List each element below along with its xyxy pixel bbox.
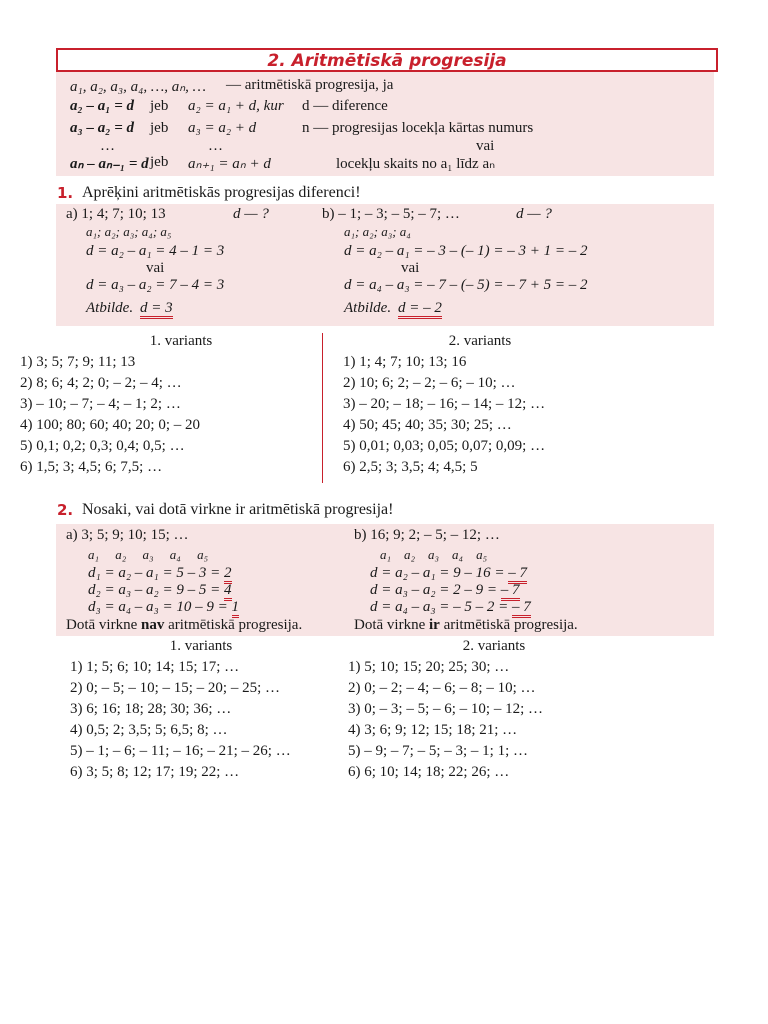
variant-divider [322, 333, 323, 483]
t2-example-b-calc-1: d = a₂ – a₁ = 9 – 16 = [370, 565, 505, 581]
definition-sequence: a₁, a₂, a₃, a₄, …, aₙ, … [70, 79, 207, 95]
task-1-v1-item-3: 3) – 10; – 7; – 4; – 1; 2; … [20, 396, 181, 412]
task-2-v1-item-6: 6) 3; 5; 8; 12; 17; 19; 22; … [70, 764, 240, 780]
definition-jeb-2: jeb [150, 120, 169, 136]
t2-example-a-sequence: a) 3; 5; 9; 10; 15; … [66, 527, 189, 543]
example-a-answer-label: Atbilde. [86, 300, 134, 316]
t2-example-a-calc-1: d₁ = a₂ – a₁ = 5 – 3 = [88, 565, 221, 581]
task-2-v2-item-5: 5) – 9; – 7; – 5; – 3; – 1; 1; … [348, 743, 528, 759]
t2-example-b-labels: a₁ a₂ a₃ a₄ a₅ [380, 547, 488, 562]
task-2-question: Nosaki, vai dotā virkne ir aritmētiskā progresija! [82, 501, 394, 518]
example-b-question: d — ? [516, 206, 552, 222]
definition-note-count: locekļu skaits no a₁ līdz aₙ [336, 156, 496, 172]
t2-example-b-conclusion-post: aritmētiskā progresija. [443, 617, 578, 633]
example-a-sequence: a) 1; 4; 7; 10; 13 [66, 206, 166, 222]
definition-jeb-1: jeb [150, 98, 169, 114]
task-1-variant-2-header: 2. variants [448, 333, 512, 349]
t2-example-a-result-2: 4 [224, 582, 232, 601]
t2-example-b-conclusion-key: ir [428, 617, 440, 633]
task-1-example-panel [56, 204, 714, 326]
task-1-variant-1-header: 1. variants [149, 333, 213, 349]
definition-recurrence-2: a₃ = a₂ + d [188, 120, 257, 136]
t2-example-a-result-1: 2 [224, 565, 232, 584]
task-2-v1-item-3: 3) 6; 16; 18; 28; 30; 36; … [70, 701, 232, 717]
definition-note-difference: d — diference [302, 98, 388, 114]
example-a-answer: d = 3 [140, 300, 173, 319]
example-a-labels: a₁; a₂; a₃; a₄; a₅ [86, 224, 172, 239]
t2-example-a-conclusion-post: aritmētiskā progresija. [168, 617, 303, 633]
task-2-v1-item-5: 5) – 1; – 6; – 11; – 16; – 21; – 26; … [70, 743, 291, 759]
page-title: 2. Aritmētiskā progresija [267, 51, 507, 71]
example-a-calc-1: d = a₂ – a₁ = 4 – 1 = 3 [86, 243, 225, 259]
example-b-answer: d = – 2 [398, 300, 442, 319]
definition-note-n: n — progresijas locekļa kārtas numurs [302, 120, 534, 136]
definition-panel [56, 72, 714, 176]
task-1-v2-item-4: 4) 50; 45; 40; 35; 30; 25; … [343, 417, 512, 433]
definition-dots-2: … [208, 138, 223, 154]
task-1-v1-item-4: 4) 100; 80; 60; 40; 20; 0; – 20 [20, 417, 200, 433]
task-2-variant-2-header: 2. variants [462, 638, 526, 654]
t2-example-b-result-1: – 7 [508, 565, 527, 584]
task-2-v2-item-2: 2) 0; – 2; – 4; – 6; – 8; – 10; … [348, 680, 536, 696]
task-1-v2-item-3: 3) – 20; – 18; – 16; – 14; – 12; … [343, 396, 546, 412]
t2-example-a-conclusion-pre: Dotā virkne [66, 617, 138, 633]
example-b-calc-2: d = a₄ – a₃ = – 7 – (– 5) = – 7 + 5 = – 2 [344, 277, 588, 293]
definition-formula-2: a₃ – a₂ = d [70, 120, 135, 136]
t2-example-b-calc-2: d = a₃ – a₂ = 2 – 9 = [370, 582, 498, 598]
t2-example-b-result-2: – 7 [501, 582, 520, 601]
task-2-v2-item-6: 6) 6; 10; 14; 18; 22; 26; … [348, 764, 510, 780]
task-2-variant-1-header: 1. variants [169, 638, 233, 654]
t2-example-b-sequence: b) 16; 9; 2; – 5; – 12; … [354, 527, 500, 543]
t2-example-b-calc-3: d = a₄ – a₃ = – 5 – 2 = [370, 599, 509, 615]
task-2-v2-item-3: 3) 0; – 3; – 5; – 6; – 10; – 12; … [348, 701, 543, 717]
definition-text: — aritmētiskā progresija, ja [226, 77, 394, 93]
definition-recurrence-n: aₙ₊₁ = aₙ + d [188, 156, 271, 172]
task-2-v1-item-1: 1) 1; 5; 6; 10; 14; 15; 17; … [70, 659, 240, 675]
t2-example-a-labels: a₁ a₂ a₃ a₄ a₅ [88, 547, 209, 562]
example-b-answer-label: Atbilde. [344, 300, 392, 316]
task-1-v2-item-6: 6) 2,5; 3; 3,5; 4; 4,5; 5 [343, 459, 478, 475]
task-1-v1-item-2: 2) 8; 6; 4; 2; 0; – 2; – 4; … [20, 375, 182, 391]
task-2-number: 2. [57, 501, 74, 519]
t2-example-a-conclusion-key: nav [140, 617, 165, 633]
t2-example-a-calc-2: d₂ = a₃ – a₂ = 9 – 5 = [88, 582, 221, 598]
task-1-v2-item-5: 5) 0,01; 0,03; 0,05; 0,07; 0,09; … [343, 438, 546, 454]
example-a-vai: vai [146, 260, 165, 276]
task-1-v1-item-6: 6) 1,5; 3; 4,5; 6; 7,5; … [20, 459, 163, 475]
t2-example-a-calc-3: d₃ = a₄ – a₃ = 10 – 9 = [88, 599, 228, 615]
task-2-example-panel [56, 524, 714, 636]
example-a-question: d — ? [233, 206, 269, 222]
definition-formula-1: a₂ – a₁ = d [70, 98, 135, 114]
task-1-question: Aprēķini aritmētiskās progresijas diferenci! [82, 184, 361, 201]
example-b-vai: vai [401, 260, 420, 276]
task-1-v2-item-1: 1) 1; 4; 7; 10; 13; 16 [343, 354, 467, 370]
example-a-calc-2: d = a₃ – a₂ = 7 – 4 = 3 [86, 277, 225, 293]
example-b-calc-1: d = a₂ – a₁ = – 3 – (– 1) = – 3 + 1 = – 2 [344, 243, 588, 259]
task-1-number: 1. [57, 184, 74, 202]
definition-dots-1: … [100, 138, 115, 154]
t2-example-b-conclusion-pre: Dotā virkne [354, 617, 426, 633]
task-2-v1-item-4: 4) 0,5; 2; 3,5; 5; 6,5; 8; … [70, 722, 228, 738]
t2-example-a-result-3: 1 [232, 599, 240, 618]
task-2-v1-item-2: 2) 0; – 5; – 10; – 15; – 20; – 25; … [70, 680, 280, 696]
example-b-labels: a₁; a₂; a₃; a₄ [344, 224, 411, 239]
task-1-v1-item-1: 1) 3; 5; 7; 9; 11; 13 [20, 354, 136, 370]
title-frame [56, 48, 718, 72]
definition-recurrence-1: a₂ = a₁ + d, kur [188, 98, 284, 114]
definition-vai: vai [476, 138, 495, 154]
definition-jeb-n: jeb [150, 154, 169, 170]
task-2-v2-item-4: 4) 3; 6; 9; 12; 15; 18; 21; … [348, 722, 518, 738]
t2-example-b-result-3: – 7 [512, 599, 531, 618]
task-1-v2-item-2: 2) 10; 6; 2; – 2; – 6; – 10; … [343, 375, 516, 391]
task-2-v2-item-1: 1) 5; 10; 15; 20; 25; 30; … [348, 659, 510, 675]
task-1-v1-item-5: 5) 0,1; 0,2; 0,3; 0,4; 0,5; … [20, 438, 185, 454]
example-b-sequence: b) – 1; – 3; – 5; – 7; … [322, 206, 460, 222]
definition-formula-n: aₙ – aₙ₋₁ = d [70, 156, 149, 172]
